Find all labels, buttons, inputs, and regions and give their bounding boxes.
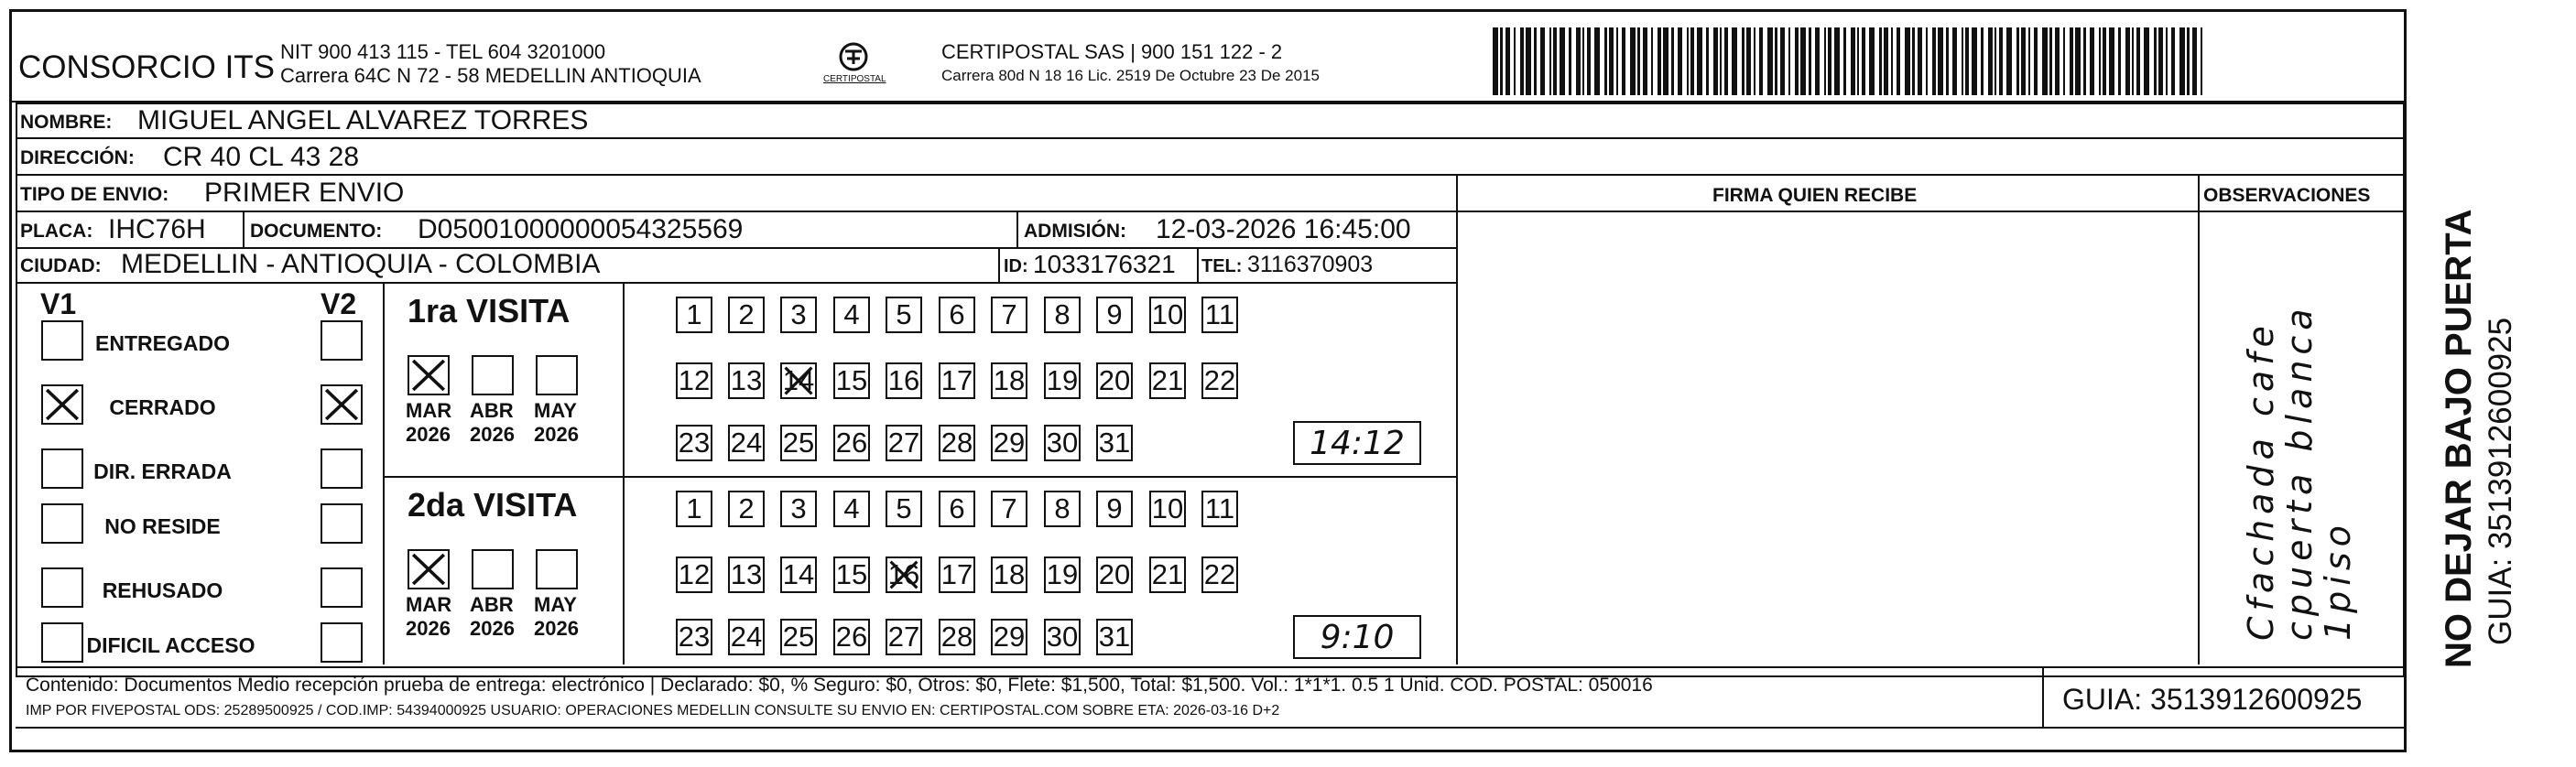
status-label: DIFICIL ACCESO <box>86 633 255 657</box>
barcode-bar <box>1938 27 1943 95</box>
barcode-bar <box>2070 27 2073 95</box>
certipostal-logo-text: CERTIPOSTAL <box>823 74 886 84</box>
month-checkbox[interactable] <box>408 549 450 589</box>
row-line-1 <box>16 137 2405 139</box>
barcode-bar <box>1713 27 1718 95</box>
admision-divider <box>1016 211 1018 247</box>
day-box[interactable]: 10 <box>1149 297 1186 333</box>
id-value: 1033176321 <box>1033 250 1176 278</box>
barcode-bar <box>1724 27 1728 95</box>
month-label: MAR <box>406 593 452 616</box>
month-label: MAY <box>534 593 577 616</box>
barcode-bar <box>1687 27 1689 95</box>
day-box[interactable]: 12 <box>676 362 712 399</box>
barcode-bar <box>1918 27 1922 95</box>
barcode-bar <box>2006 27 2012 95</box>
tipo-envio-value: PRIMER ENVIO <box>204 178 405 208</box>
barcode-bar <box>2075 27 2081 95</box>
barcode-bar <box>1869 27 1875 95</box>
barcode-bar <box>1706 27 1709 95</box>
day-box[interactable]: 6 <box>939 491 975 527</box>
day-box[interactable]: 13 <box>728 362 765 399</box>
barcode <box>1493 27 2225 95</box>
placa-value: IHC76H <box>108 214 206 244</box>
barcode-bar <box>2144 27 2149 95</box>
day-box[interactable]: 5 <box>886 491 922 527</box>
day-box[interactable]: 5 <box>886 297 922 333</box>
barcode-bar <box>2154 27 2157 95</box>
barcode-bar <box>1815 27 1820 95</box>
month-checkbox[interactable] <box>472 549 514 589</box>
day-box[interactable]: 1 <box>676 297 712 333</box>
v2-checkbox[interactable] <box>321 384 363 425</box>
footer-guia-divider <box>2042 666 2044 727</box>
company-address: Carrera 64C N 72 - 58 MEDELLIN ANTIOQUIA <box>280 64 701 87</box>
day-box[interactable]: 28 <box>939 619 975 655</box>
day-box[interactable]: 7 <box>991 491 1027 527</box>
company-nit: NIT 900 413 115 - TEL 604 3201000 <box>280 40 606 63</box>
barcode-bar <box>1780 27 1785 95</box>
day-box[interactable]: 29 <box>991 425 1027 461</box>
barcode-bar <box>1862 27 1865 95</box>
month-label: ABR <box>470 399 514 422</box>
barcode-bar <box>1746 27 1751 95</box>
month-label: MAR <box>406 399 452 422</box>
footer-print-line: IMP POR FIVEPOSTAL ODS: 25289500925 / COD.IMP: 54394000925 USUARIO: OPERACIONES MEDELLIN CONSULTE SU ENVIO EN: CERTIPOSTAL.COM SOBRE ETA: 2026-03-16 D+2 <box>26 703 1280 718</box>
barcode-bar <box>2063 27 2065 95</box>
day-box[interactable]: 22 <box>1201 556 1238 593</box>
barcode-bar <box>1999 27 2003 95</box>
barcode-bar <box>2125 27 2130 95</box>
barcode-bar <box>1824 27 1826 95</box>
month-divider <box>623 282 625 664</box>
month-year: 2026 <box>534 423 579 446</box>
barcode-bar <box>1742 27 1745 95</box>
day-box[interactable]: 24 <box>728 619 765 655</box>
day-box[interactable]: 14 <box>780 362 817 399</box>
footer-content-line: Contenido: Documentos Medio recepción prueba de entrega: electrónico | Declarado: $0, % Seguro: $0, Otros: $0, Flete: $1,500, Total: $1,500. Vol.: 1*1*1. 0.5 1 Unid. COD. POSTAL: 050016 <box>26 675 1653 696</box>
status-divider <box>383 282 385 664</box>
barcode-bar <box>1732 27 1737 95</box>
tipo-envio-label: TIPO DE ENVIO: <box>20 184 169 205</box>
visit-title: 1ra VISITA <box>408 292 571 329</box>
barcode-bar <box>1690 27 1694 95</box>
v2-label: V2 <box>321 287 357 320</box>
day-box[interactable]: 20 <box>1096 362 1133 399</box>
row-line-2 <box>16 174 2405 176</box>
day-box[interactable]: 31 <box>1096 425 1133 461</box>
ciudad-value: MEDELLIN - ANTIOQUIA - COLOMBIA <box>121 249 601 279</box>
barcode-bar <box>1988 27 1993 95</box>
barcode-bar <box>1962 27 1963 95</box>
barcode-bar <box>2132 27 2134 95</box>
barcode-bar <box>1643 27 1647 95</box>
nombre-value: MIGUEL ANGEL ALVAREZ TORRES <box>137 105 589 135</box>
barcode-bar <box>1897 27 1900 95</box>
barcode-bar <box>1678 27 1682 95</box>
barcode-bar <box>1697 27 1702 95</box>
barcode-bar <box>1549 27 1551 95</box>
day-box[interactable]: 8 <box>1044 297 1081 333</box>
barcode-bar <box>2055 27 2060 95</box>
barcode-bar <box>1981 27 1984 95</box>
day-box[interactable]: 15 <box>833 556 870 593</box>
barcode-bar <box>2158 27 2163 95</box>
barcode-bar <box>2034 27 2038 95</box>
day-box[interactable]: 20 <box>1096 556 1133 593</box>
admision-label: ADMISIÓN: <box>1024 221 1126 242</box>
day-box[interactable]: 14 <box>780 556 817 593</box>
barcode-bar <box>1514 27 1516 95</box>
visit-title: 2da VISITA <box>408 486 578 524</box>
placa-divider <box>243 211 245 247</box>
documento-label: DOCUMENTO: <box>250 221 383 242</box>
barcode-bar <box>1946 27 1949 95</box>
barcode-bar <box>1828 27 1831 95</box>
barcode-bar <box>1576 27 1581 95</box>
id-divider <box>998 247 1000 282</box>
barcode-bar <box>1630 27 1636 95</box>
barcode-bar <box>1926 27 1928 95</box>
ciudad-label: CIUDAD: <box>20 255 102 276</box>
barcode-bar <box>1493 27 1498 95</box>
day-box[interactable]: 16 <box>886 556 922 593</box>
tel-label: TEL: <box>1201 256 1243 276</box>
obs-line-3: 1piso <box>2318 520 2358 641</box>
barcode-bar <box>1905 27 1910 95</box>
placa-label: PLACA: <box>20 221 93 242</box>
barcode-bar <box>1884 27 1888 95</box>
status-label: NO RESIDE <box>104 514 221 538</box>
day-box[interactable]: 27 <box>886 425 922 461</box>
tel-divider <box>1197 247 1199 282</box>
day-box[interactable]: 25 <box>780 619 817 655</box>
certipostal-line-2: Carrera 80d N 18 16 Lic. 2519 De Octubre 23 De 2015 <box>941 67 1320 84</box>
day-box[interactable]: 16 <box>886 362 922 399</box>
barcode-bar <box>2042 27 2048 95</box>
month-year: 2026 <box>406 617 451 640</box>
status-label: CERRADO <box>109 395 216 419</box>
barcode-bar <box>2103 27 2106 95</box>
barcode-bar <box>1540 27 1545 95</box>
obs-line-2: cpuerta blanca <box>2279 303 2320 641</box>
month-year: 2026 <box>534 617 579 640</box>
barcode-bar <box>1994 27 1996 95</box>
barcode-bar <box>1604 27 1607 95</box>
visit-time: 14:12 <box>1293 421 1421 465</box>
firma-label: FIRMA QUIEN RECIBE <box>1712 185 1918 206</box>
barcode-bar <box>1651 27 1653 95</box>
barcode-bar <box>2201 27 2202 95</box>
day-box[interactable]: 11 <box>1201 491 1238 527</box>
barcode-bar <box>2136 27 2140 95</box>
day-box[interactable]: 23 <box>676 425 712 461</box>
barcode-bar <box>1663 27 1668 95</box>
v2-checkbox[interactable] <box>321 567 363 608</box>
barcode-bar <box>1843 27 1846 95</box>
barcode-bar <box>2171 27 2175 95</box>
day-box[interactable]: 1 <box>676 491 712 527</box>
day-box[interactable]: 24 <box>728 425 765 461</box>
barcode-bar <box>2083 27 2086 95</box>
status-label: DIR. ERRADA <box>93 459 232 483</box>
barcode-bar <box>1587 27 1591 95</box>
footer-top-line <box>16 666 2405 668</box>
footer-bottom-line <box>16 727 2405 729</box>
visit-divider <box>383 476 1456 478</box>
day-box[interactable]: 18 <box>991 556 1027 593</box>
month-year: 2026 <box>470 617 515 640</box>
barcode-bar <box>1609 27 1614 95</box>
day-box[interactable]: 17 <box>939 556 975 593</box>
direccion-label: DIRECCIÓN: <box>20 147 135 168</box>
barcode-bar <box>1972 27 1977 95</box>
barcode-bar <box>2192 27 2197 95</box>
day-box[interactable]: 10 <box>1149 491 1186 527</box>
day-box[interactable]: 22 <box>1201 362 1238 399</box>
day-box[interactable]: 21 <box>1149 362 1186 399</box>
documento-value: D05001000000054325569 <box>418 214 744 244</box>
nombre-label: NOMBRE: <box>20 112 113 133</box>
barcode-bar <box>1932 27 1936 95</box>
no-dejar-bajo-puerta: NO DEJAR BAJO PUERTA <box>2439 209 2479 668</box>
side-notice <box>2408 128 2564 668</box>
barcode-bar <box>1834 27 1840 95</box>
barcode-bar <box>1759 27 1763 95</box>
barcode-bar <box>2118 27 2121 95</box>
day-box[interactable]: 4 <box>833 491 870 527</box>
barcode-bar <box>1553 27 1557 95</box>
day-box[interactable]: 12 <box>676 556 712 593</box>
day-box[interactable]: 3 <box>780 297 817 333</box>
barcode-bar <box>2109 27 2114 95</box>
day-box[interactable]: 19 <box>1044 362 1081 399</box>
month-label: ABR <box>470 593 514 616</box>
barcode-bar <box>2090 27 2094 95</box>
barcode-bar <box>1505 27 1510 95</box>
month-checkbox[interactable] <box>536 355 578 395</box>
barcode-bar <box>2166 27 2168 95</box>
barcode-bar <box>1800 27 1806 95</box>
status-label: REHUSADO <box>102 578 223 602</box>
barcode-bar <box>1520 27 1524 95</box>
day-box[interactable]: 3 <box>780 491 817 527</box>
day-box[interactable]: 30 <box>1044 619 1081 655</box>
v1-label: V1 <box>40 287 77 320</box>
month-year: 2026 <box>470 423 515 446</box>
day-box[interactable]: 26 <box>833 425 870 461</box>
day-box[interactable]: 17 <box>939 362 975 399</box>
month-checkbox[interactable] <box>536 549 578 589</box>
month-year: 2026 <box>406 423 451 446</box>
day-box[interactable]: 2 <box>728 491 765 527</box>
barcode-bar <box>1658 27 1661 95</box>
day-box[interactable]: 29 <box>991 619 1027 655</box>
obs-line-1: Cfachada cafe <box>2241 320 2281 641</box>
barcode-bar <box>1851 27 1855 95</box>
month-label: MAY <box>534 399 577 422</box>
day-box[interactable]: 9 <box>1096 491 1133 527</box>
barcode-bar <box>1809 27 1811 95</box>
company-name: CONSORCIO ITS <box>18 49 276 85</box>
day-box[interactable]: 8 <box>1044 491 1081 527</box>
barcode-bar <box>1560 27 1565 95</box>
barcode-bar <box>1912 27 1915 95</box>
barcode-bar <box>2187 27 2190 95</box>
barcode-bar <box>1857 27 1859 95</box>
barcode-bar <box>1775 27 1777 95</box>
day-box[interactable]: 7 <box>991 297 1027 333</box>
barcode-bar <box>1952 27 1957 95</box>
barcode-bar <box>1582 27 1584 95</box>
certipostal-logo <box>820 38 888 92</box>
v2-checkbox[interactable] <box>321 448 363 489</box>
day-box[interactable]: 18 <box>991 362 1027 399</box>
day-box[interactable]: 19 <box>1044 556 1081 593</box>
footer-guia: GUIA: 3513912600925 <box>2062 683 2363 716</box>
day-box[interactable]: 2 <box>728 297 765 333</box>
barcode-bar <box>1616 27 1618 95</box>
row-line-5 <box>16 282 1456 284</box>
day-box[interactable]: 28 <box>939 425 975 461</box>
day-box[interactable]: 15 <box>833 362 870 399</box>
barcode-bar <box>1622 27 1625 95</box>
barcode-bar <box>1965 27 1969 95</box>
day-box[interactable]: 21 <box>1149 556 1186 593</box>
barcode-bar <box>1879 27 1882 95</box>
month-checkbox[interactable] <box>408 355 450 395</box>
day-box[interactable]: 30 <box>1044 425 1081 461</box>
barcode-bar <box>1569 27 1571 95</box>
day-box[interactable]: 26 <box>833 619 870 655</box>
barcode-bar <box>1767 27 1773 95</box>
day-box[interactable]: 4 <box>833 297 870 333</box>
barcode-bar <box>1594 27 1600 95</box>
status-label: ENTREGADO <box>95 331 230 355</box>
firma-header-line <box>1456 211 2405 212</box>
barcode-bar <box>2016 27 2019 95</box>
observaciones-handwriting <box>2193 224 2404 654</box>
day-box[interactable]: 25 <box>780 425 817 461</box>
barcode-bar <box>1720 27 1722 95</box>
side-guia: GUIA: 3513912600925 <box>2483 317 2518 645</box>
day-box[interactable]: 9 <box>1096 297 1133 333</box>
admision-value: 12-03-2026 16:45:00 <box>1156 214 1411 244</box>
barcode-bar <box>1891 27 1893 95</box>
visit-time: 9:10 <box>1293 615 1421 659</box>
v2-checkbox[interactable] <box>321 622 363 663</box>
barcode-bar <box>1754 27 1755 95</box>
certipostal-line-1: CERTIPOSTAL SAS | 900 151 122 - 2 <box>941 40 1283 63</box>
observaciones-label: OBSERVACIONES <box>2203 185 2371 206</box>
day-box[interactable]: 31 <box>1096 619 1133 655</box>
day-box[interactable]: 6 <box>939 297 975 333</box>
barcode-bar <box>1534 27 1537 95</box>
barcode-bar <box>1671 27 1674 95</box>
day-box[interactable]: 23 <box>676 619 712 655</box>
direccion-value: CR 40 CL 43 28 <box>163 142 360 172</box>
month-checkbox[interactable] <box>472 355 514 395</box>
barcode-bar <box>2179 27 2185 95</box>
day-box[interactable]: 13 <box>728 556 765 593</box>
day-box[interactable]: 27 <box>886 619 922 655</box>
barcode-bar <box>2049 27 2052 95</box>
barcode-bar <box>1637 27 1640 95</box>
v2-checkbox[interactable] <box>321 320 363 361</box>
day-box[interactable]: 11 <box>1201 297 1238 333</box>
barcode-bar <box>2099 27 2101 95</box>
v2-checkbox[interactable] <box>321 503 363 544</box>
barcode-bar <box>1788 27 1790 95</box>
firma-left-divider <box>1456 174 1458 664</box>
barcode-bar <box>2021 27 2026 95</box>
barcode-bar <box>2028 27 2030 95</box>
id-label: ID: <box>1004 256 1028 276</box>
barcode-bar <box>1526 27 1531 95</box>
tel-value: 3116370903 <box>1247 252 1374 277</box>
barcode-bar <box>1500 27 1503 95</box>
barcode-bar <box>1795 27 1799 95</box>
